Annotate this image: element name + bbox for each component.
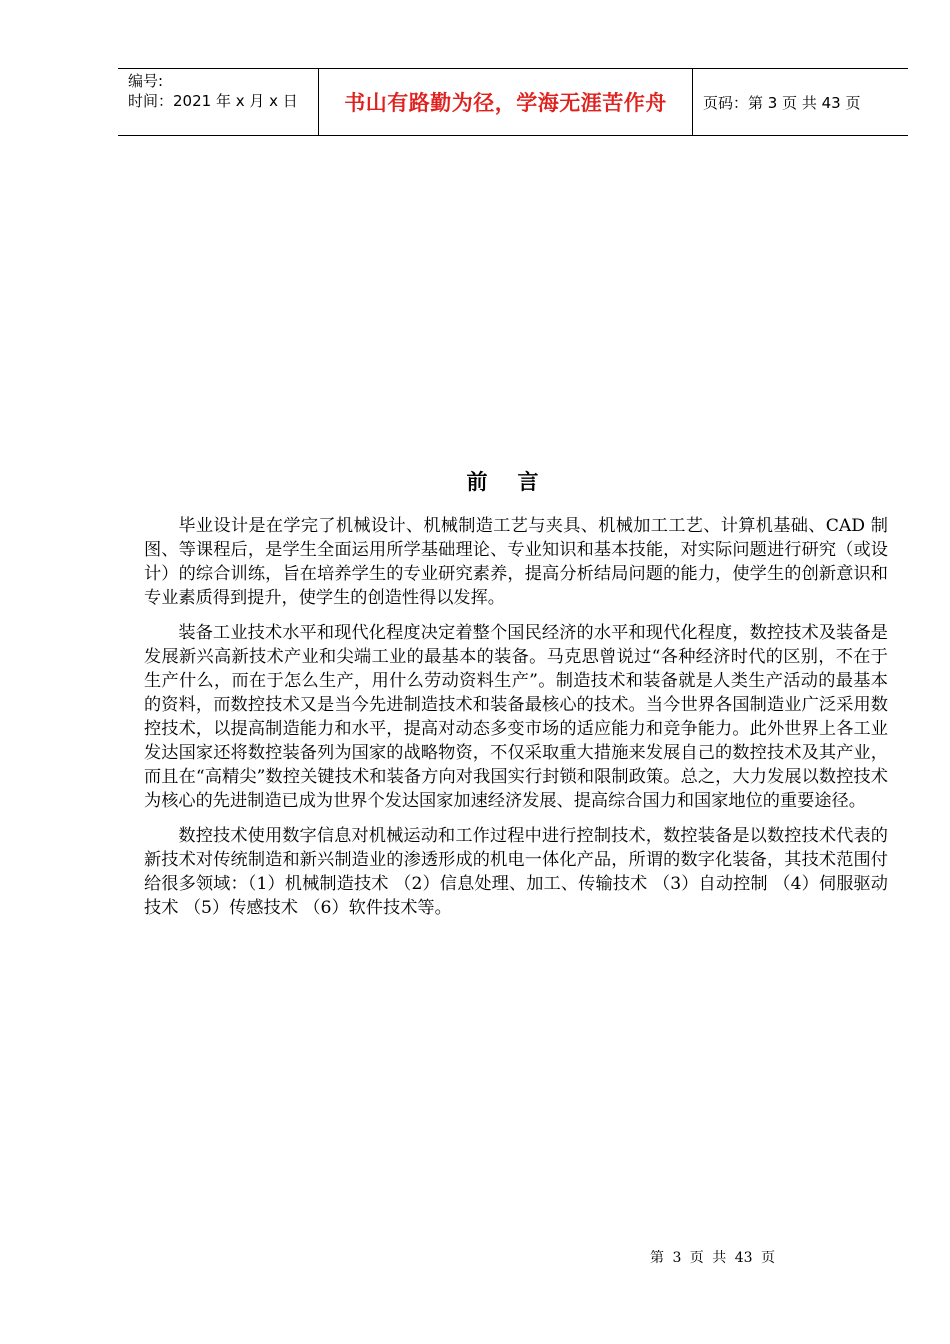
paragraph-3: 数控技术使用数字信息对机械运动和工作过程中进行控制技术，数控装备是以数控技术代表的新技术对传统制造和新兴制造业的渗透形成的机电一体化产品，所谓的数字化装备，其技术范围付给很多领域：（1）机械制造技术 （2）信息处理、加工、传输技术 （3）自动控制 （4）伺服驱动技术 （5）传感技术 （6）软件技术等。 xyxy=(144,826,888,918)
page-header xyxy=(118,68,908,136)
paragraph-1: 毕业设计是在学完了机械设计、机械制造工艺与夹具、机械加工工艺、计算机基础、CAD 制图、等课程后，是学生全面运用所学基础理论、专业知识和基本技能，对实际问题进行研究（或设计）的综合训练，旨在培养学生的专业研究素养，提高分析结局问题的能力，使学生的创新意识和专业素质得到提升，使学生的创造性得以发挥。 xyxy=(144,516,888,608)
paragraph-2: 装备工业技术水平和现代化程度决定着整个国民经济的水平和现代化程度，数控技术及装备是发展新兴高新技术产业和尖端工业的最基本的装备。马克思曾说过“各种经济时代的区别，不在于生产什么，而在于怎么生产，用什么劳动资料生产”。制造技术和装备就是人类生产活动的最基本的资料，而数控技术又是当今先进制造技术和装备最核心的技术。当今世界各国制造业广泛采用数控技术，以提高制造能力和水平，提高对动态多变市场的适应能力和竞争能力。此外世界上各工业发达国家还将数控装备列为国家的战略物资，不仅采取重大措施来发展自己的数控技术及其产业，而且在“高精尖”数控关键技术和装备方向对我国实行封锁和限制政策。总之，大力发展以数控技术为核心的先进制造已成为世界个发达国家加速经济发展、提高综合国力和国家地位的重要途径。 xyxy=(144,623,888,811)
document-time-label: 时间：2021 年 x 月 x 日 xyxy=(128,92,298,110)
header-page-info: 页码：第 3 页 共 43 页 xyxy=(703,93,861,112)
header-meta xyxy=(118,69,319,135)
document-number-label: 编号: xyxy=(128,72,164,90)
body-content xyxy=(144,514,888,931)
page-footer: 第 3 页 共 43 页 xyxy=(650,1250,775,1266)
header-motto: 书山有路勤为径，学海无涯苦作舟 xyxy=(319,69,693,135)
page-title: 前言 xyxy=(466,469,569,494)
